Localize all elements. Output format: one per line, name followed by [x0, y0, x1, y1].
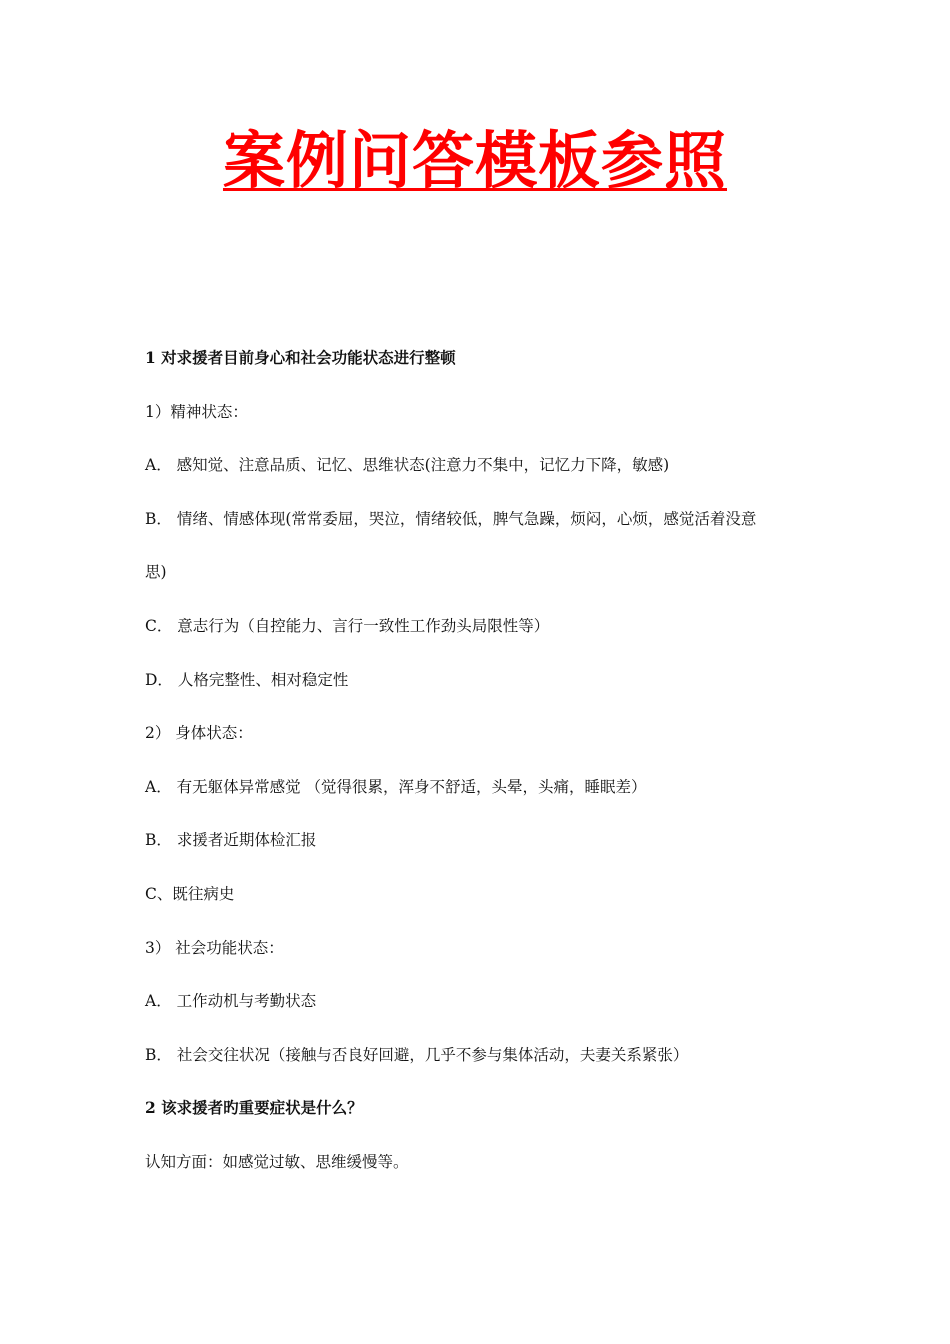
list-item-emotion-line-1: B． 情绪、情感体现(常常委屈，哭泣，情绪较低，脾气急躁，烦闷，心烦，感觉活着没意 [145, 509, 757, 528]
list-item-will-behavior: C． 意志行为（自控能力、言行一致性工作劲头局限性等） [145, 616, 550, 635]
list-item-social-interaction: B． 社会交往状况（接触与否良好回避，几乎不参与集体活动，夫妻关系紧张） [145, 1045, 689, 1064]
list-item-personality: D． 人格完整性、相对稳定性 [145, 670, 349, 689]
list-item-emotion [145, 506, 810, 586]
list-item-perception: A． 感知觉、注意品质、记忆、思维状态(注意力不集中，记忆力下降，敏感) [145, 456, 670, 475]
subsection-social-function: 3） 社会功能状态： [145, 938, 284, 957]
subsection-physical-state: 2） 身体状态： [145, 724, 253, 743]
document-title-text: 案例问答模板参照 [222, 124, 727, 197]
document-body [145, 345, 810, 1203]
list-item-checkup-report: B． 求援者近期体检汇报 [145, 831, 317, 850]
section-heading-1: 1 对求援者目前身心和社会功能状态进行整顿 [145, 348, 456, 367]
list-item-medical-history: C、既往病史 [145, 884, 235, 903]
section-heading-2: 2 该求援者旳重要症状是什么？ [145, 1098, 363, 1118]
list-item-body-sensation: A． 有无躯体异常感觉 （觉得很累，浑身不舒适，头晕，头痛，睡眠差） [145, 777, 647, 796]
list-item-work-motivation: A． 工作动机与考勤状态 [145, 992, 317, 1011]
list-item-emotion-line-2: 思) [145, 563, 167, 582]
paragraph-cognition: 认知方面：如感觉过敏、思维缓慢等。 [145, 1152, 409, 1171]
subsection-mental-state: 1）精神状态： [145, 402, 248, 421]
document-title [0, 118, 950, 204]
